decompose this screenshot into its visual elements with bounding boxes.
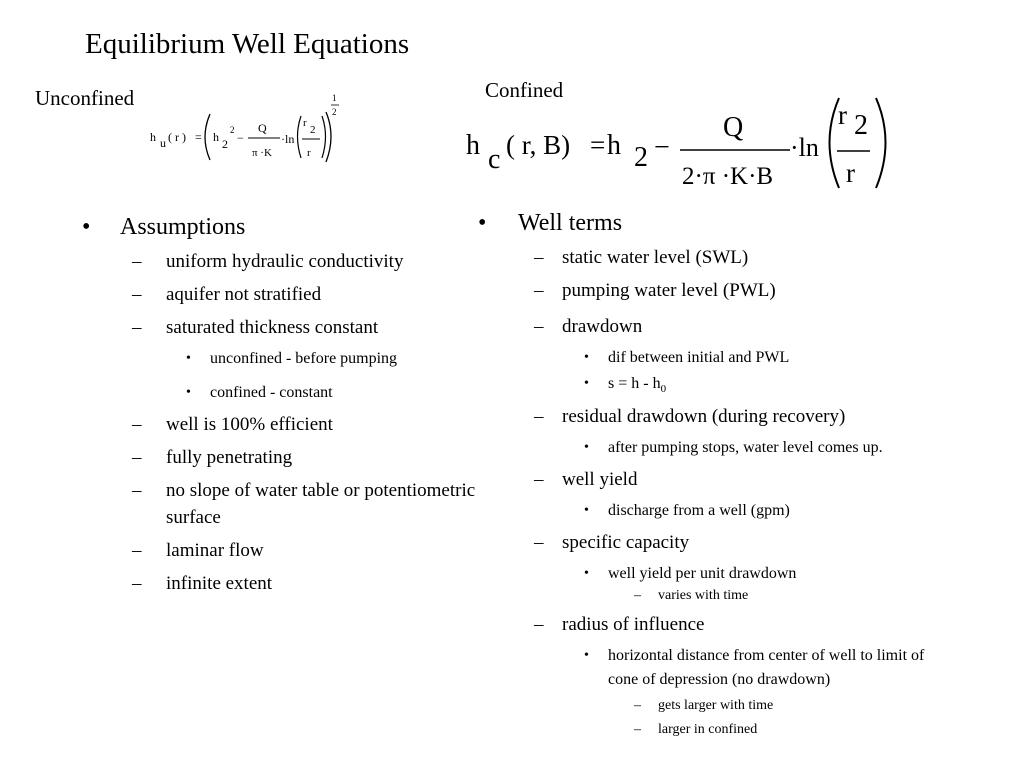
dash-bullet: – [132, 480, 142, 501]
unconf-lhs-args: ( r ) [168, 130, 186, 144]
list-item-text: well is 100% efficient [166, 414, 333, 435]
list-item [82, 444, 477, 471]
list-item [478, 313, 1018, 340]
bullet: • [186, 351, 191, 366]
list-subitem [478, 436, 1018, 460]
list-item [478, 611, 1018, 638]
bullet: • [584, 350, 589, 365]
list-item-text: laminar flow [166, 540, 264, 561]
unconf-h: h [213, 130, 219, 144]
dash-bullet: – [132, 540, 142, 561]
unconf-lhs-sub: u [160, 136, 166, 150]
unconf-r2-sub: 2 [310, 124, 316, 136]
list-item-text: static water level (SWL) [562, 247, 749, 268]
bullet: • [584, 376, 589, 391]
list-item-text: drawdown [562, 316, 643, 337]
bullet: • [584, 648, 589, 664]
unconf-sq: 2 [222, 137, 228, 151]
list-item-text: specific capacity [562, 532, 690, 554]
dash-bullet: – [634, 698, 641, 714]
assumptions-list [82, 212, 477, 597]
conf-r2: r [838, 100, 847, 130]
dash-bullet: – [132, 447, 142, 468]
bullet: • [186, 385, 191, 400]
list-subitem [82, 347, 477, 371]
list-item-text: infinite extent [166, 573, 273, 594]
bullet: • [584, 503, 589, 519]
list-subsubitem-text: gets larger with time [658, 698, 774, 714]
dash-bullet: – [132, 414, 142, 435]
unconfined-label: Unconfined [35, 86, 135, 110]
conf-sub2: 2 [634, 142, 648, 173]
dash-bullet: – [634, 722, 641, 738]
subscript-zero: 0 [660, 383, 667, 396]
list-subsubitem [478, 586, 1018, 606]
unconf-r: r [307, 147, 311, 159]
conf-den: 2·π ·K·B [682, 163, 774, 190]
list-item [478, 244, 1018, 271]
list-subsubitem-text: larger in confined [658, 722, 758, 738]
dash-bullet: – [534, 406, 544, 428]
unconf-sq-sup: 2 [230, 125, 235, 135]
dash-bullet: – [132, 317, 142, 338]
list-item [82, 314, 477, 341]
list-subitem-text: horizontal distance from center of well to limit of cone of depression (no drawdown) [608, 647, 925, 689]
unconf-exp-num: 1 [332, 93, 337, 103]
conf-num: Q [723, 112, 744, 143]
conf-equals: = [590, 130, 606, 160]
list-subitem [478, 562, 1018, 586]
list-item [478, 277, 1018, 304]
dash-bullet: – [132, 573, 142, 594]
conf-h: h [607, 130, 621, 161]
bullet: • [82, 214, 91, 240]
list-subitem-text: well yield per unit drawdown [608, 565, 797, 583]
unconfined-equation [140, 88, 360, 168]
list-subitem-text: confined - constant [210, 384, 333, 401]
unconf-num: Q [258, 121, 267, 135]
list-item [82, 248, 477, 275]
list-subsubitem-text: varies with time [658, 588, 749, 604]
list-subitem-text: s = h - h [608, 375, 661, 392]
dash-bullet: – [132, 251, 142, 272]
bullet: • [584, 566, 589, 582]
assumptions-heading-item [82, 212, 477, 242]
conf-lhs-h: h [466, 130, 480, 161]
list-item [82, 537, 477, 564]
dash-bullet: – [534, 280, 544, 301]
dash-bullet: – [534, 469, 544, 491]
list-subitem-text: unconfined - before pumping [210, 350, 398, 367]
dash-bullet: – [132, 284, 142, 305]
well-terms-heading: Well terms [518, 210, 623, 236]
conf-r2-sub: 2 [854, 110, 868, 141]
list-item [478, 403, 1018, 430]
list-item [82, 281, 477, 308]
slide-title: Equilibrium Well Equations [85, 28, 410, 60]
list-item [82, 477, 486, 531]
list-subitem [478, 372, 1018, 401]
list-item-text: fully penetrating [166, 447, 293, 468]
conf-lhs-sub: c [488, 144, 501, 175]
confined-label: Confined [485, 78, 564, 102]
list-item [82, 411, 477, 438]
unconf-lhs-h: h [150, 130, 156, 144]
list-item-text: radius of influence [562, 614, 705, 636]
list-item-text: residual drawdown (during recovery) [562, 406, 846, 428]
list-item-text: no slope of water table or potentiometric surface [166, 480, 476, 528]
list-subitem-text: discharge from a well (gpm) [608, 502, 790, 520]
conf-minus: − [654, 132, 670, 163]
dash-bullet: – [534, 247, 544, 268]
conf-lhs-args: ( r, B) [506, 130, 571, 160]
dash-bullet: – [634, 588, 641, 604]
confined-equation [460, 90, 900, 200]
list-subitem-text: after pumping stops, water level comes up. [608, 439, 883, 457]
list-subitem-text: dif between initial and PWL [608, 349, 790, 366]
unconf-den: π ·K [252, 147, 272, 159]
list-item [478, 466, 1018, 493]
well-terms-heading-item [478, 208, 1018, 238]
list-subitem [478, 499, 1018, 523]
unconf-minus: − [237, 131, 244, 145]
list-item-text: uniform hydraulic conductivity [166, 251, 404, 272]
list-subitem [82, 381, 477, 405]
bullet: • [584, 440, 589, 456]
assumptions-heading: Assumptions [120, 214, 246, 240]
conf-ln: ·ln [790, 133, 819, 162]
list-subsubitem [478, 696, 1018, 716]
list-item-text: aquifer not stratified [166, 284, 322, 305]
unconf-r2: r [303, 117, 307, 129]
list-item-text: well yield [562, 469, 638, 491]
list-subitem [478, 346, 1018, 370]
dash-bullet: – [534, 316, 544, 337]
dash-bullet: – [534, 532, 544, 554]
list-item-text: pumping water level (PWL) [562, 280, 776, 301]
dash-bullet: – [534, 614, 544, 636]
list-item [82, 570, 477, 597]
conf-r: r [846, 158, 855, 188]
unconf-ln: ·ln [281, 132, 295, 146]
well-terms-list [478, 208, 1018, 740]
list-subsubitem [478, 720, 1018, 740]
list-item-text: saturated thickness constant [166, 317, 379, 338]
unconf-equals: = [195, 130, 202, 144]
bullet: • [478, 210, 487, 236]
list-item [478, 529, 1018, 556]
unconf-exp-den: 2 [332, 107, 337, 117]
list-subitem [478, 644, 958, 692]
